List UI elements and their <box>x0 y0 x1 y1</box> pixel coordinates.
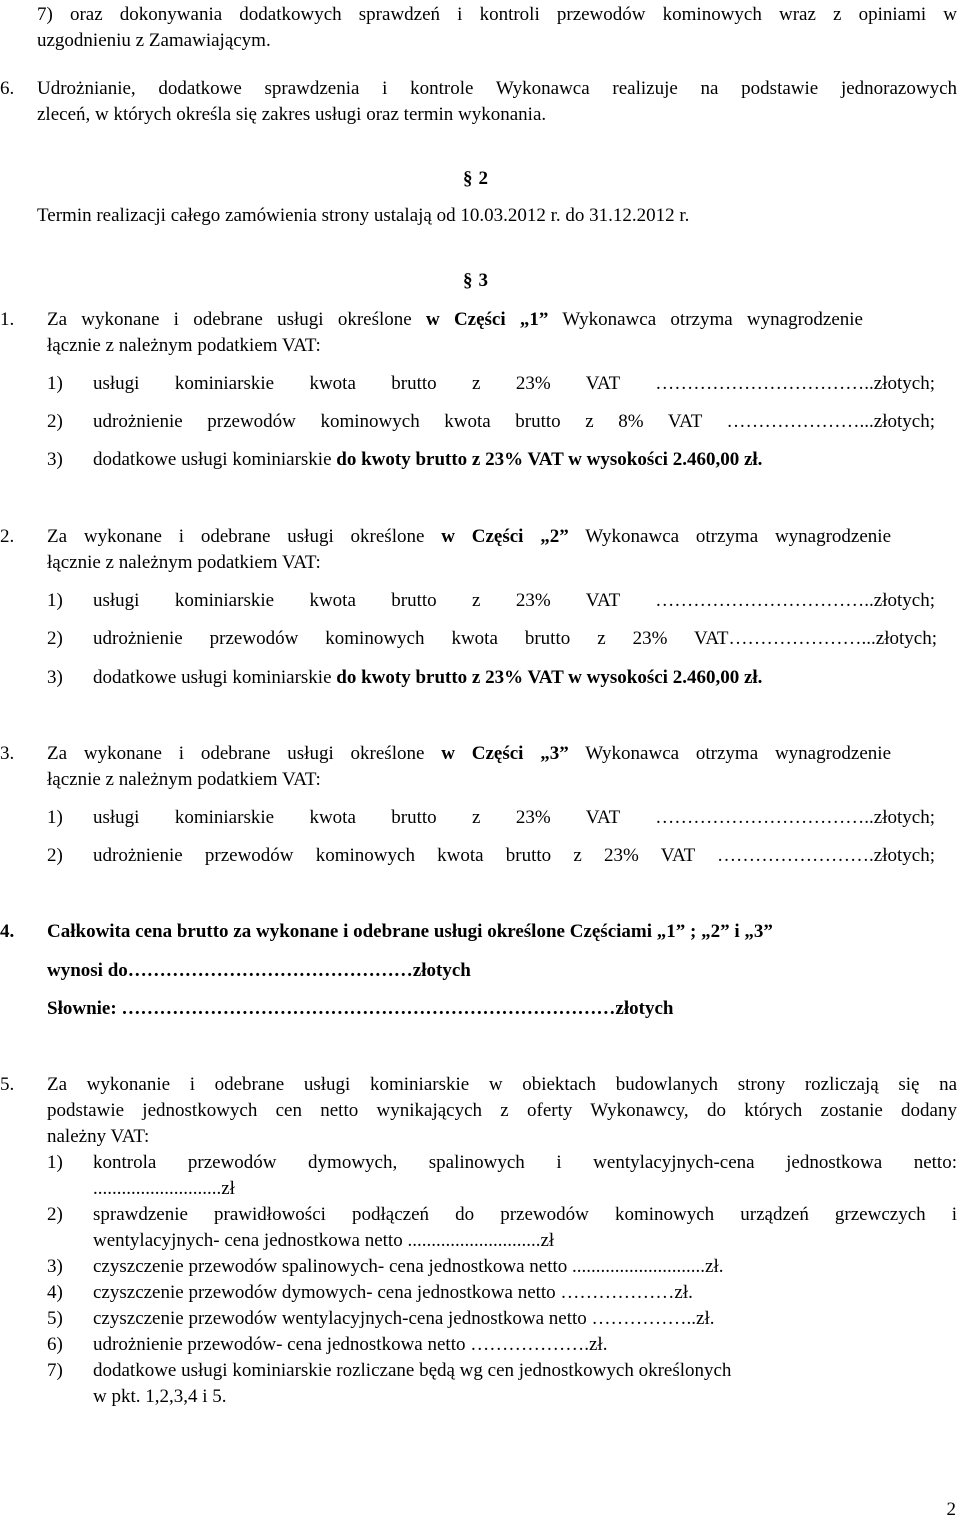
part2-item-1: 1) usługi kominiarskie kwota brutto z 23% VAT ……………………………..złotych; <box>47 590 935 611</box>
part4-number: 4. <box>0 921 15 942</box>
part5-item-3: 3) czyszczenie przewodów spalinowych- cena jednostkowa netto ............................zł. <box>47 1256 724 1277</box>
section-2-heading <box>463 166 488 192</box>
part3-item-2: 2) udrożnienie przewodów kominowych kwota brutto z 23% VAT …………………….złotych; <box>47 845 935 866</box>
section-3-number: 3 <box>478 270 488 291</box>
part5-item-2-line1: sprawdzenie prawidłowości podłączeń do przewodów kominowych urządzeń grzewczych i <box>93 1204 957 1225</box>
part1-number: 1. <box>0 309 15 330</box>
intro-item6-line1: Udrożnianie, dodatkowe sprawdzenia i kontrole Wykonawca realizuje na podstawie jednorazowych <box>37 78 957 99</box>
part5-item-1-line1: kontrola przewodów dymowych, spalinowych i wentylacyjnych-cena jednostkowa netto: <box>93 1152 957 1173</box>
part1-lead-b: w Części „1” <box>425 309 549 330</box>
part5-line1: Za wykonanie i odebrane usługi kominiarskie w obiektach budowlanych strony rozliczają się na <box>47 1074 957 1095</box>
intro-item7-line1: 7) oraz dokonywania dodatkowych sprawdzeń i kontroli przewodów kominowych wraz z opiniami w <box>37 4 957 25</box>
part3-lead-c: Wykonawca otrzyma wynagrodzenie <box>568 743 891 764</box>
part3-lead-a: Za wykonane i odebrane usługi określone <box>47 743 442 764</box>
part5-item-5: 5) czyszczenie przewodów wentylacyjnych-cena jednostkowa netto ……………..zł. <box>47 1308 715 1329</box>
part2-lead <box>47 524 891 550</box>
part5-number: 5. <box>0 1074 15 1095</box>
section-2-text: Termin realizacji całego zamówienia strony ustalają od 10.03.2012 r. do 31.12.2012 r. <box>37 205 690 226</box>
part2-number: 2. <box>0 526 15 547</box>
part2-line2: łącznie z należnym podatkiem VAT: <box>47 552 321 573</box>
part1-item-1: 1) usługi kominiarskie kwota brutto z 23% VAT ……………………………..złotych; <box>47 373 935 394</box>
section-2-number: 2 <box>478 168 488 189</box>
intro-item7-line2: uzgodnieniu z Zamawiającym. <box>37 30 271 51</box>
part5-item-4: 4) czyszczenie przewodów dymowych- cena jednostkowa netto ………………zł. <box>47 1282 693 1303</box>
part1-line2: łącznie z należnym podatkiem VAT: <box>47 335 321 356</box>
part3-number: 3. <box>0 743 15 764</box>
part5-item-2-line2: wentylacyjnych- cena jednostkowa netto ............................zł <box>93 1230 555 1251</box>
part3-lead-b: w Części „3” <box>441 743 569 764</box>
intro-item6-number: 6. <box>0 78 15 99</box>
part5-item-7: 7) dodatkowe usługi kominiarskie rozliczane będą wg cen jednostkowych określonych <box>47 1360 732 1381</box>
part4-line1: Całkowita cena brutto za wykonane i odebrane usługi określone Częściami „1” ; „2” i „3” <box>47 921 773 942</box>
part5-item-1-line2: ...........................zł <box>93 1178 235 1199</box>
page-number: 2 <box>946 1499 956 1520</box>
part1-lead-a: Za wykonane i odebrane usługi określone <box>47 309 426 330</box>
part1-item-3: 3) dodatkowe usługi kominiarskie do kwoty brutto z 23% VAT w wysokości 2.460,00 zł. <box>47 449 763 470</box>
part1-item-2: 2) udrożnienie przewodów kominowych kwota brutto z 8% VAT …………………...złotych; <box>47 411 935 432</box>
part1-lead <box>47 307 863 333</box>
part4-line2: wynosi do………………………………………złotych <box>47 960 471 981</box>
intro-item6-line2: zleceń, w których określa się zakres usługi oraz termin wykonania. <box>37 104 547 125</box>
part2-item-3: 3) dodatkowe usługi kominiarskie do kwoty brutto z 23% VAT w wysokości 2.460,00 zł. <box>47 667 763 688</box>
part5-line3: należny VAT: <box>47 1126 150 1147</box>
part3-lead <box>47 741 891 767</box>
part1-lead-c: Wykonawca otrzyma wynagrodzenie <box>548 309 863 330</box>
part4-line3: Słownie: ……………………………………………………………………złotych <box>47 998 674 1019</box>
part2-item-2: 2) udrożnienie przewodów kominowych kwota brutto z 23% VAT…………………...złotych; <box>47 628 937 649</box>
part5-line2: podstawie jednostkowych cen netto wynikających z oferty Wykonawcy, do których zostanie dodany <box>47 1100 957 1121</box>
part3-item-1: 1) usługi kominiarskie kwota brutto z 23% VAT ……………………………..złotych; <box>47 807 935 828</box>
section-symbol: § <box>463 168 473 189</box>
part5-item-1-number: 1) <box>47 1152 63 1173</box>
part2-lead-a: Za wykonane i odebrane usługi określone <box>47 526 442 547</box>
section-symbol: § <box>463 270 473 291</box>
part2-lead-b: w Części „2” <box>441 526 569 547</box>
part5-item-6: 6) udrożnienie przewodów- cena jednostkowa netto ……………….zł. <box>47 1334 608 1355</box>
section-3-heading <box>463 268 488 294</box>
part5-item-2-number: 2) <box>47 1204 63 1225</box>
part2-lead-c: Wykonawca otrzyma wynagrodzenie <box>568 526 891 547</box>
part5-item-7-line2: w pkt. 1,2,3,4 i 5. <box>93 1386 227 1407</box>
part3-line2: łącznie z należnym podatkiem VAT: <box>47 769 321 790</box>
